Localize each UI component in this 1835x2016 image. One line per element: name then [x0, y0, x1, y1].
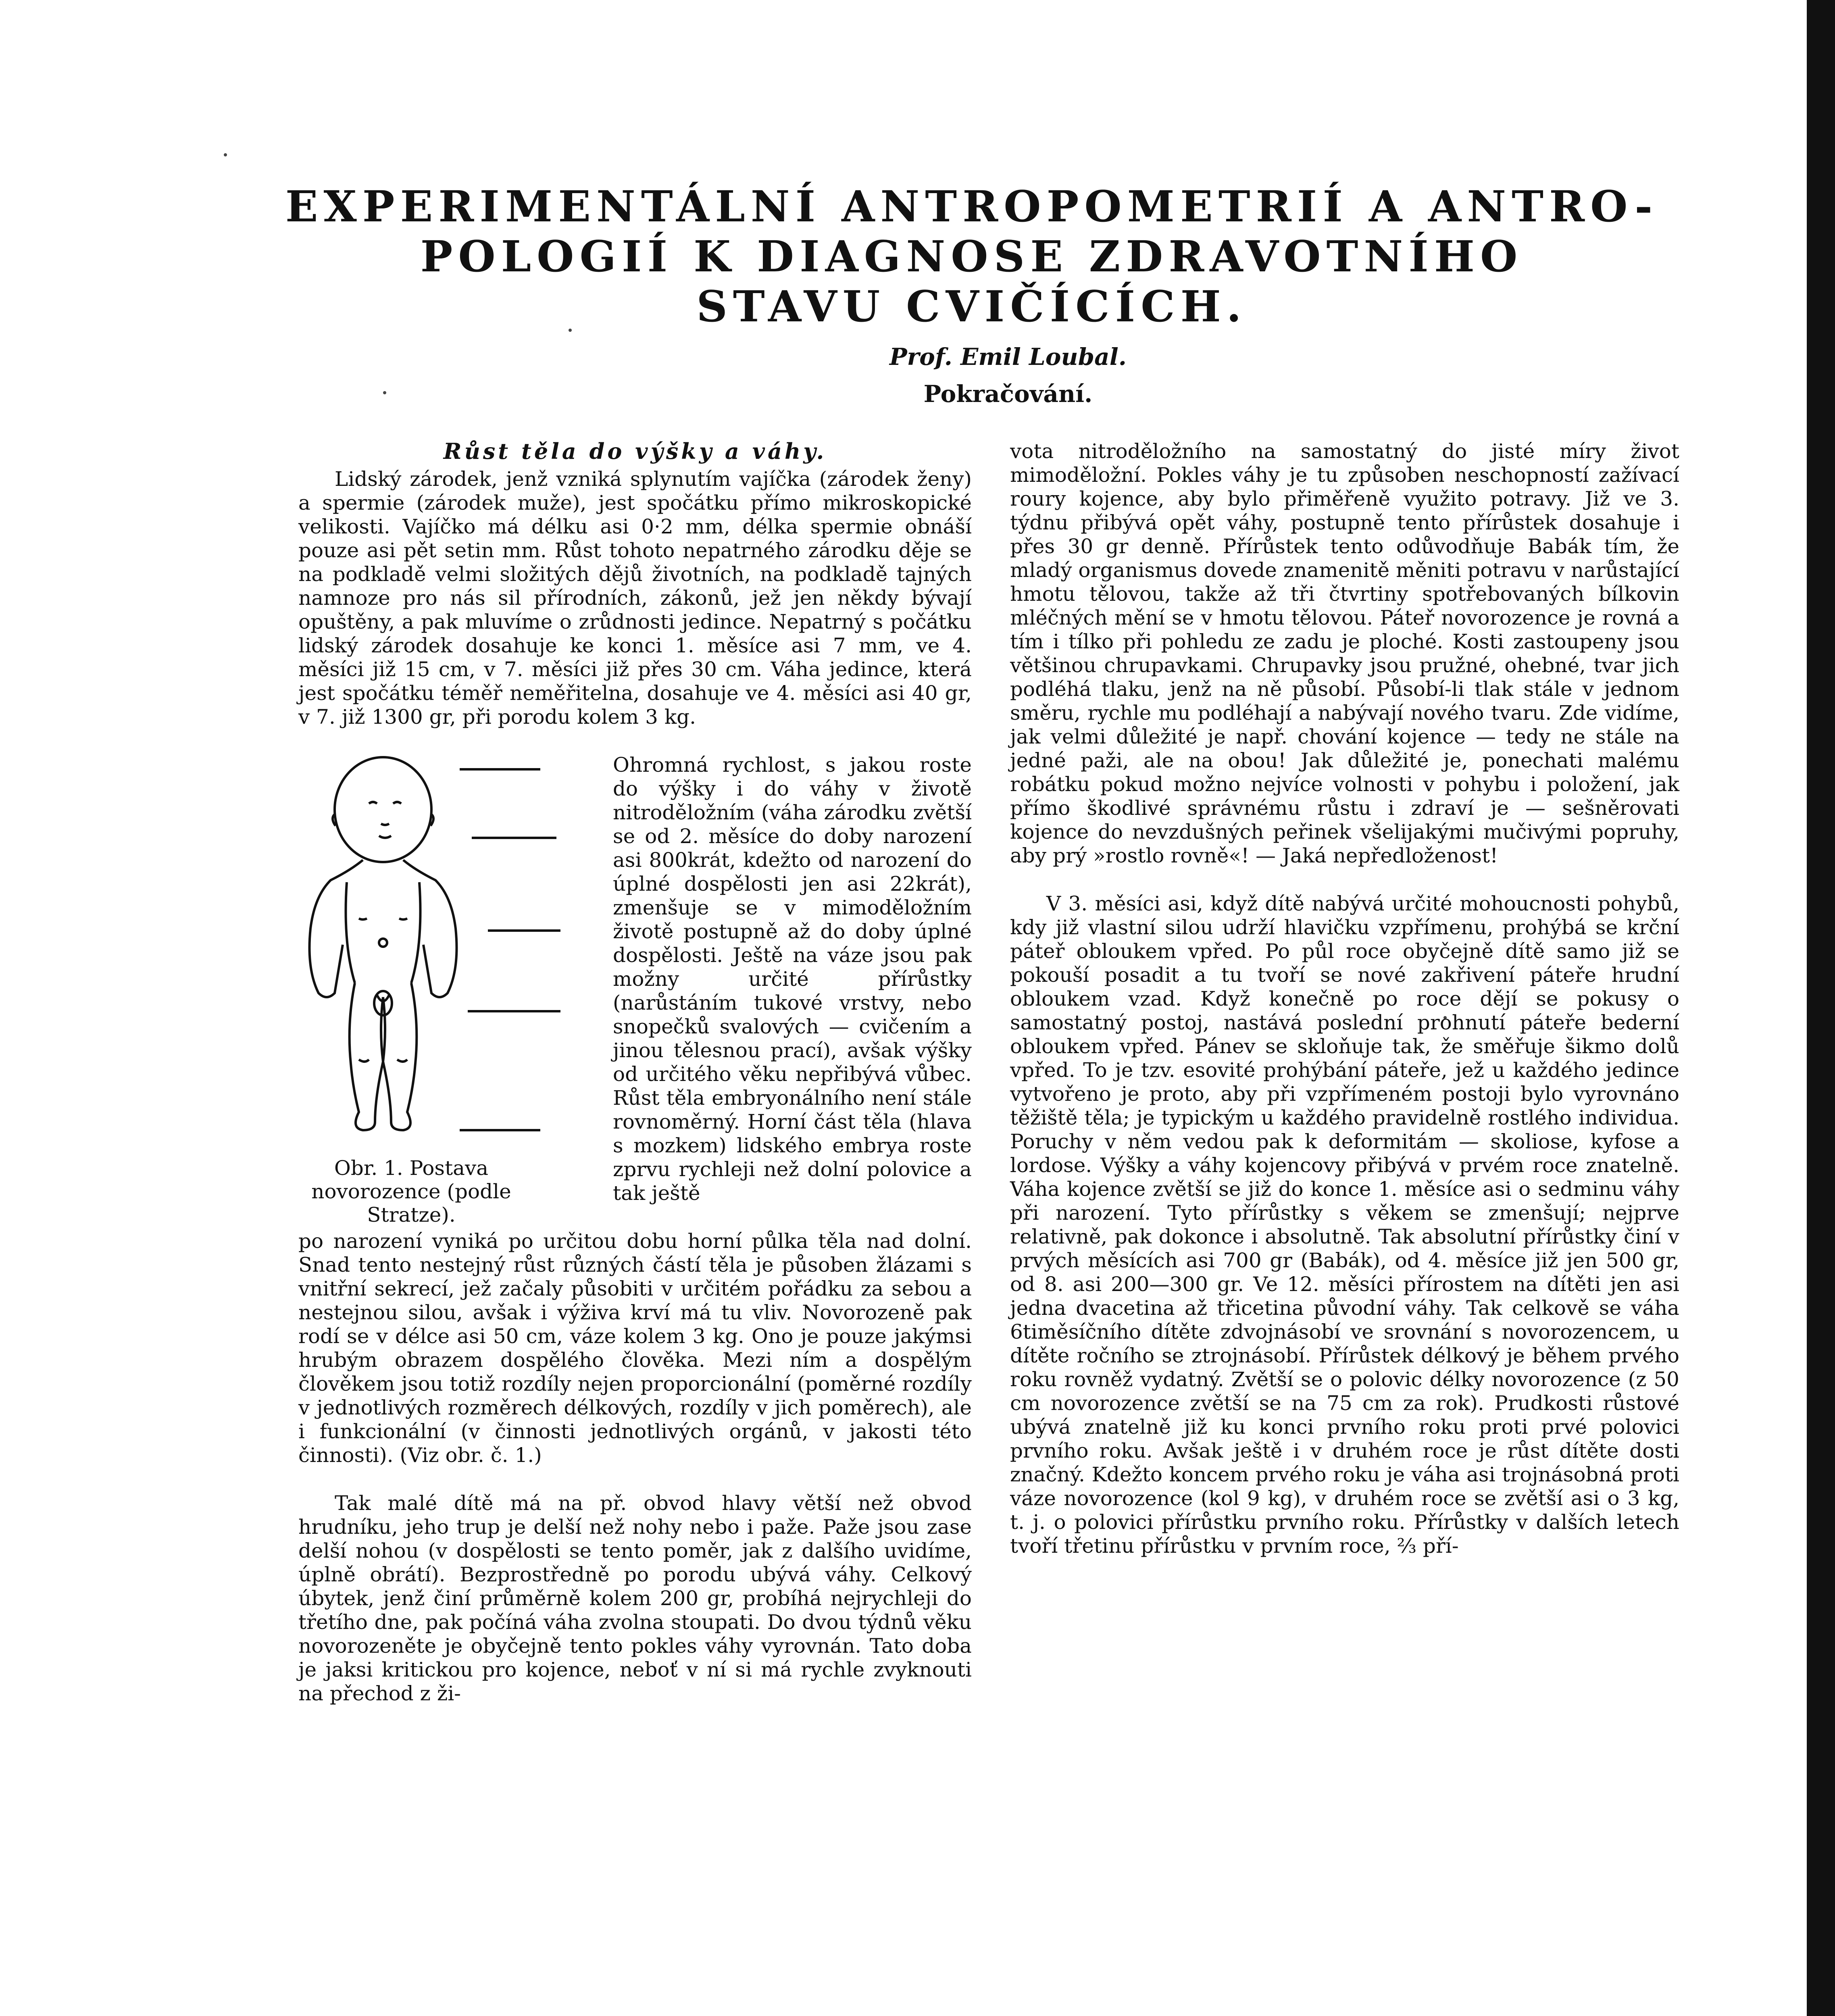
scan-speck	[383, 391, 386, 394]
right-column	[1010, 439, 1679, 1582]
paragraph: Tak malé dítě má na př. obvod hlavy větší než obvod hrudníku, jeho trup je delší než nohy nebo i paže. Paže jsou zase delší nohou (v dospělosti se tento poměr, jak z dalšího uvidíme, úplně obrátí). Bezprostředně po porodu ubývá váhy. Celkový úbytek, jenž činí průměrně kolem 200 gr, probíhá nejrychleji do třetího dne, pak počíná váha zvolna stoupati. Do dvou týdnů věku novorozeněte je obyčejně tento pokles váhy vyrovnán. Tato doba je jaksi kritickou pro kojence, neboť v ní si má rychle zvyknouti na přechod z ži-	[298, 1491, 972, 1705]
left-column	[298, 439, 972, 1730]
author-byline: Prof. Emil Loubal.	[889, 343, 1127, 371]
paragraph: Lidský zárodek, jenž vzniká splynutím vajíčka (zárodek ženy) a spermie (zárodek muže), jest spočátku přímo mikroskopické velikosti. Vajíčko má délku asi 0·2 mm, délka spermie obnáší pouze asi pět setin mm. Růst tohoto nepatrného zárodku děje se na podkladě velmi složitých dějů životních, na podkladě tajných namnoze pro nás sil přírodních, zákonů, jež jen někdy bývají opuštěny, a pak mluvíme o zrůdnosti jedince. Nepatrný s počátku lidský zárodek dosahuje ke konci 1. měsíce asi 7 mm, ve 4. měsíci již 15 cm, v 7. měsíci již přes 30 cm. Váha jedince, která jest spočátku téměř neměřitelna, dosahuje ve 4. měsíci asi 40 gr, v 7. již 1300 gr, při porodu kolem 3 kg.	[298, 467, 972, 729]
title-line-2: POLOGIÍ K DIAGNOSE ZDRAVOTNÍHO	[420, 231, 1523, 281]
paragraph: vota nitroděložního na samostatný do jisté míry život mimoděložní. Pokles váhy je tu způsoben neschopností zažívací roury kojence, aby bylo přiměřeně využito potravy. Již ve 3. týdnu přibývá opět váhy, postupně tento přírůstek dosahuje i přes 30 gr denně. Přírůstek tento odůvodňuje Babák tím, že mladý organismus dovede znamenitě měniti potravu v narůstající hmotu tělovou, takže až tři čtvrtiny spotřebovaných bílkovin mléčných mění se v hmotu tělovou. Páteř novorozence je rovná a tím i tílko při pohledu ze zadu je ploché. Kosti zastoupeny jsou většinou chrupavkami. Chrupavky jsou pružné, ohebné, tvar jich podléhá tlaku, jenž na ně působí. Působí-li tlak stále v jednom směru, rychle mu podléhají a nabývají nového tvaru. Zde vidíme, jak velmi důležité je např. chování kojence — tedy ne stále na jedné paži, ale na obou! Jak důležité je, ponechati malému robátku pokud možno nejvíce volnosti v pohybu i položení, jak přímo škodlivé správnému růstu i zdraví je — sešněrovati kojence do nevzdušných peřinek všelijakými mučivými popruhy, aby prý »rostlo rovně«! — Jaká nepředloženost!	[1010, 439, 1679, 867]
title-line-1: EXPERIMENTÁLNÍ ANTROPOMETRIÍ A ANTRO-	[285, 181, 1658, 231]
title-line-3: STAVU CVIČÍCÍCH.	[696, 281, 1247, 331]
paragraph: V 3. měsíci asi, když dítě nabývá určité mohoucnosti pohybů, kdy již vlastní silou udrží hlavičku vzpřímenu, prohýbá se krční páteř obloukem vpřed. Po půl roce obyčejně dítě samo již se pokouší posadit a tu tvoří se nové zakřivení páteře hrudní obloukem vzad. Když konečně po roce dějí se pokusy o samostatný postoj, nastává poslední prohnutí páteře bederní obloukem vpřed. Pánev se skloňuje tak, že směřuje šikmo dolů vpřed. To je tzv. esovité prohýbání páteře, jež u každého jedince vytvořeno je proto, aby při vzpřímeném postoji bylo vyrovnáno těžiště těla; je typickým u každého pravidelně rostlého individua. Poruchy v něm vedou pak k deformitám — skoliose, kyfose a lordose. Výšky a váhy kojencovy přibývá v prvém roce znatelně. Váha kojence zvětší se již do konce 1. měsíce asi o sedminu váhy při narození. Tyto přírůstky s věkem se zmenšují; nejprve relativně, pak dokonce i absolutně. Tak absolutní přírůstky činí v prvých měsících asi 700 gr (Babák), od 4. měsíce již jen 500 gr, od 8. asi 200—300 gr. Ve 12. měsíci přírostem na dítěti jen asi jedna dvacetina až třicetina původní váhy. Tak celkově se váha 6timěsíčního dítěte zdvojnásobí ve srovnání s novorozencem, u dítěte ročního se ztrojnásobí. Přírůstek délkový je během prvého roku rovněž vydatný. Zvětší se o polovic délky novorozence (z 50 cm novorozence zvětší se na 75 cm za rok). Prudkosti růstové ubývá znatelně již ku konci prvního roku proti prvé polovici prvního roku. Avšak ještě i v druhém roce je růst dítěte dosti značný. Kdežto koncem prvého roku je váha asi trojnásobná proti váze novorozence (kol 9 kg), v druhém roce se zvětší asi o 3 kg, t. j. o polovici přírůstku prvního roku. Přírůstky v dalších letech tvoří třetinu přírůstku v prvním roce, ⅔ pří-	[1010, 892, 1679, 1558]
paragraph: Ohromná rychlost, s jakou roste do výšky i do váhy v životě nitroděložním (váha zárodku zvětší se od 2. měsíce do doby narození asi 800krát, kdežto od narození do úplné dospělosti jen asi 22krát), zmenšuje se v mimoděložním životě postupně až do doby úplné dospělosti. Ještě na váze jsou pak možny určité přírůstky (narůstáním tukové vrstvy, nebo snopečků svalových — cvičením a jinou tělesnou prací), avšak výšky od určitého věku nepřibývá vůbec. Růst těla embryonálního není stále rovnoměrný. Horní část těla (hlava s mozkem) lidského embrya roste zprvu rychleji než dolní polovice a tak ještě	[613, 753, 972, 1205]
figure-newborn	[298, 753, 597, 1227]
article-title	[266, 181, 1677, 331]
section-heading: Růst těla do výšky a váhy.	[443, 438, 827, 464]
scan-speck	[224, 153, 227, 156]
scan-edge-right	[1807, 0, 1835, 2016]
paragraph: po narození vyniká po určitou dobu horní půlka těla nad dolní. Snad tento nestejný růst různých částí těla je působen žlázami s vnitřní sekrecí, jež začaly působiti v určitém pořádku za sebou a nestejnou silou, avšak i výživa krví má tu vliv. Novorozeně pak rodí se v délce asi 50 cm, váze kolem 3 kg. Ono je pouze jakýmsi hrubým obrazem dospělého člověka. Mezi ním a dospělým člověkem jsou totiž rozdíly nejen proporcionální (poměrné rozdíly v jednotlivých rozměrech délkových, rozdíly v jich poměrech), ale i funkcionální (v činnosti jednotlivých orgánů, v jakosti této činnosti). (Viz obr. č. 1.)	[298, 1229, 972, 1467]
newborn-figure-illustration	[298, 753, 597, 1156]
continued-note: Pokračování.	[923, 380, 1093, 408]
figure-caption: Obr. 1. Postava novorozence (podle Stratze).	[311, 1156, 511, 1227]
